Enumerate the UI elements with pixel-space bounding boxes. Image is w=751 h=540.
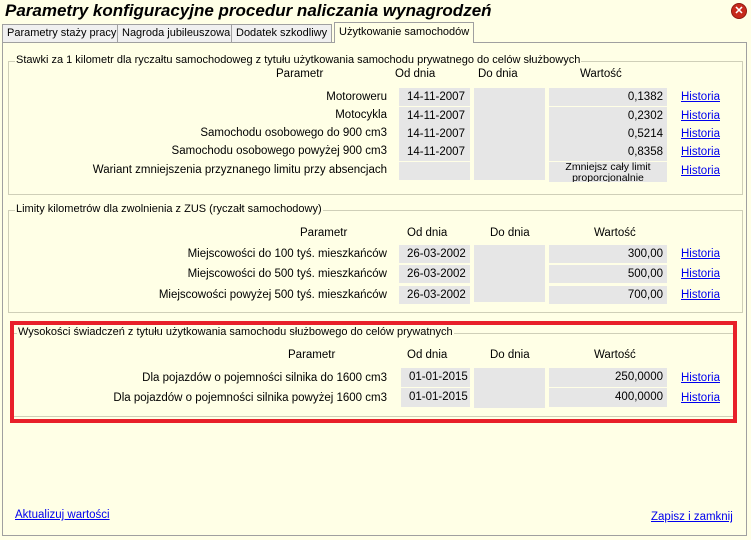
- value-field: 700,00: [549, 286, 667, 304]
- row-label: Dla pojazdów o pojemności silnika do 1600 cm3: [142, 372, 387, 384]
- history-link[interactable]: Historia: [681, 268, 720, 280]
- value-field: 500,00: [549, 265, 667, 283]
- row-label: Miejscowości do 500 tyś. mieszkańców: [187, 268, 387, 280]
- row-label: Miejscowości do 100 tyś. mieszkańców: [187, 248, 387, 260]
- value-field: 0,1382: [549, 88, 667, 106]
- group-title: Stawki za 1 kilometr dla ryczałtu samochodoweg z tytułu użytkowania samochodu prywatnego do celów służbowych: [16, 54, 581, 66]
- date-from-field: 14-11-2007: [399, 143, 470, 161]
- row-label: Samochodu osobowego powyżej 900 cm3: [171, 145, 387, 157]
- header-parametr: Parametr: [288, 349, 336, 361]
- header-wartosc: Wartość: [580, 68, 622, 80]
- group-title: Limity kilometrów dla zwolnienia z ZUS (ryczałt samochodowy): [16, 203, 322, 215]
- history-link[interactable]: Historia: [681, 110, 720, 122]
- update-values-link[interactable]: Aktualizuj wartości: [15, 509, 110, 521]
- history-link[interactable]: Historia: [681, 165, 720, 177]
- value-field: 0,2302: [549, 107, 667, 125]
- group-title: Wysokości świadczeń z tytułu użytkowania samochodu służbowego do celów prywatnych: [18, 326, 453, 338]
- history-link[interactable]: Historia: [681, 289, 720, 301]
- header-parametr: Parametr: [300, 227, 348, 239]
- date-from-field: 14-11-2007: [399, 107, 470, 125]
- row-label: Miejscowości powyżej 500 tyś. mieszkańców: [158, 289, 387, 301]
- close-icon[interactable]: ✕: [731, 3, 747, 19]
- tab-dodatek-szkodliwy[interactable]: Dodatek szkodliwy: [231, 24, 332, 42]
- date-from-field: 26-03-2002: [399, 245, 470, 263]
- save-and-close-link[interactable]: Zapisz i zamknij: [651, 511, 733, 523]
- date-from-field: 01-01-2015: [401, 388, 470, 407]
- header-do-dnia: Do dnia: [478, 68, 518, 80]
- date-from-field: 14-11-2007: [399, 88, 470, 106]
- history-link[interactable]: Historia: [681, 248, 720, 260]
- value-field: 300,00: [549, 245, 667, 263]
- row-label: Motocykla: [335, 109, 387, 121]
- tab-parametry-stazy-pracy[interactable]: Parametry staży pracy: [2, 24, 121, 42]
- row-label: Dla pojazdów o pojemności silnika powyżej 1600 cm3: [113, 392, 387, 404]
- history-link[interactable]: Historia: [681, 146, 720, 158]
- header-do-dnia: Do dnia: [490, 349, 530, 361]
- value-field: 0,5214: [549, 125, 667, 143]
- header-od-dnia: Od dnia: [407, 227, 448, 239]
- history-link[interactable]: Historia: [681, 392, 720, 404]
- row-label: Samochodu osobowego do 900 cm3: [200, 127, 387, 139]
- title-bar: [0, 0, 751, 24]
- header-wartosc: Wartość: [594, 227, 636, 239]
- date-from-field: 14-11-2007: [399, 125, 470, 143]
- date-from-field: [399, 162, 470, 180]
- history-link[interactable]: Historia: [681, 372, 720, 384]
- header-parametr: Parametr: [276, 68, 324, 80]
- header-od-dnia: Od dnia: [407, 349, 448, 361]
- value-field: Zmniejsz cały limit proporcjonalnie: [549, 162, 667, 182]
- history-link[interactable]: Historia: [681, 91, 720, 103]
- date-to-field: [474, 245, 545, 302]
- date-to-field: [474, 88, 545, 180]
- highlight-frame: [10, 321, 737, 423]
- value-field: 0,8358: [549, 143, 667, 161]
- header-do-dnia: Do dnia: [490, 227, 530, 239]
- header-wartosc: Wartość: [594, 349, 636, 361]
- history-link[interactable]: Historia: [681, 128, 720, 140]
- tab-nagroda-jubileuszowa[interactable]: Nagroda jubileuszowa: [117, 24, 235, 42]
- date-from-field: 26-03-2002: [399, 265, 470, 283]
- value-field: 250,0000: [549, 368, 667, 387]
- row-label: Wariant zmniejszenia przyznanego limitu przy absencjach: [92, 164, 387, 176]
- date-from-field: 01-01-2015: [401, 368, 470, 387]
- window-title: Parametry konfiguracyjne procedur naliczania wynagrodzeń: [5, 1, 492, 20]
- value-field: 400,0000: [549, 388, 667, 407]
- tab-uzytkowanie-samochodow[interactable]: Użytkowanie samochodów: [334, 22, 474, 43]
- header-od-dnia: Od dnia: [395, 68, 436, 80]
- date-from-field: 26-03-2002: [399, 286, 470, 304]
- row-label: Motoroweru: [326, 91, 387, 103]
